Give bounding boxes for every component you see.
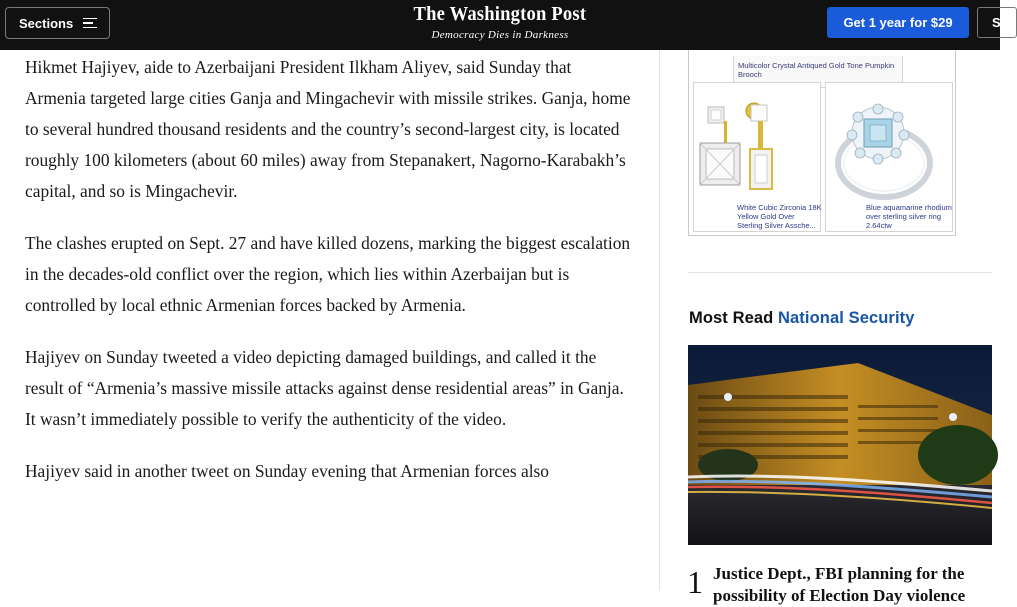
most-read-photo[interactable] — [688, 345, 992, 545]
sign-in-button[interactable]: S — [977, 7, 1017, 38]
sections-label: Sections — [19, 15, 74, 31]
rail-divider — [688, 272, 992, 273]
article-paragraph: The clashes erupted on Sept. 27 and have killed dozens, marking the biggest escalation in the decades-old conflict over the region, which lies within Azerbaijan but is controlled by local ethnic Armenian forces backed by Armenia. — [25, 233, 631, 315]
advertisement[interactable] — [688, 50, 956, 236]
article-body — [25, 52, 635, 508]
ad-ring-caption: Blue aquamarine rhodium over sterling silver ring 2.64ctw — [866, 203, 952, 230]
most-read-section-link[interactable]: National Security — [778, 309, 915, 327]
subscribe-button[interactable]: Get 1 year for $29 — [827, 7, 969, 38]
ad-product-ring[interactable] — [825, 82, 953, 232]
article-paragraph: Hajiyev on Sunday tweeted a video depicting damaged buildings, and called it the result of “Armenia’s massive missile attacks against dense residential areas” in Ganja. It wasn’t immediately possible to verify the authenticity of the video. — [25, 347, 624, 429]
ad-earrings-caption: White Cubic Zirconia 18K Yellow Gold Over Sterling Silver Assche... — [737, 203, 822, 230]
article-paragraph: Hajiyev said in another tweet on Sunday evening that Armenian forces also — [25, 461, 549, 481]
ad-brooch-caption: Multicolor Crystal Antiqued Gold Tone Pumpkin Brooch — [738, 61, 895, 79]
most-read-prefix: Most Read — [689, 309, 774, 327]
column-divider — [659, 50, 660, 590]
most-read-rank: 1 — [687, 564, 703, 600]
masthead-tagline: Democracy Dies in Darkness — [431, 29, 569, 41]
article-paragraph: Hikmet Hajiyev, aide to Azerbaijani President Ilkham Aliyev, said Sunday that Armenia targeted large cities Ganja and Mingachevir with missile strikes. Ganja, home to several hundred thousand residents and the country’s second-largest city, is located roughly 100 kilometers (about 60 miles) away from Stepanakert, Nagorno-Karabakh’s capital, and so is Mingachevir. — [25, 57, 631, 201]
top-bar — [0, 0, 1000, 50]
washington-post-logo[interactable]: The Washington Post — [413, 3, 587, 25]
most-read-heading — [689, 309, 915, 328]
most-read-headline[interactable]: Justice Dept., FBI planning for the possibility of Election Day violence — [713, 564, 966, 605]
fbi-building-night-photo — [688, 345, 992, 545]
ad-product-earrings[interactable] — [693, 82, 821, 232]
